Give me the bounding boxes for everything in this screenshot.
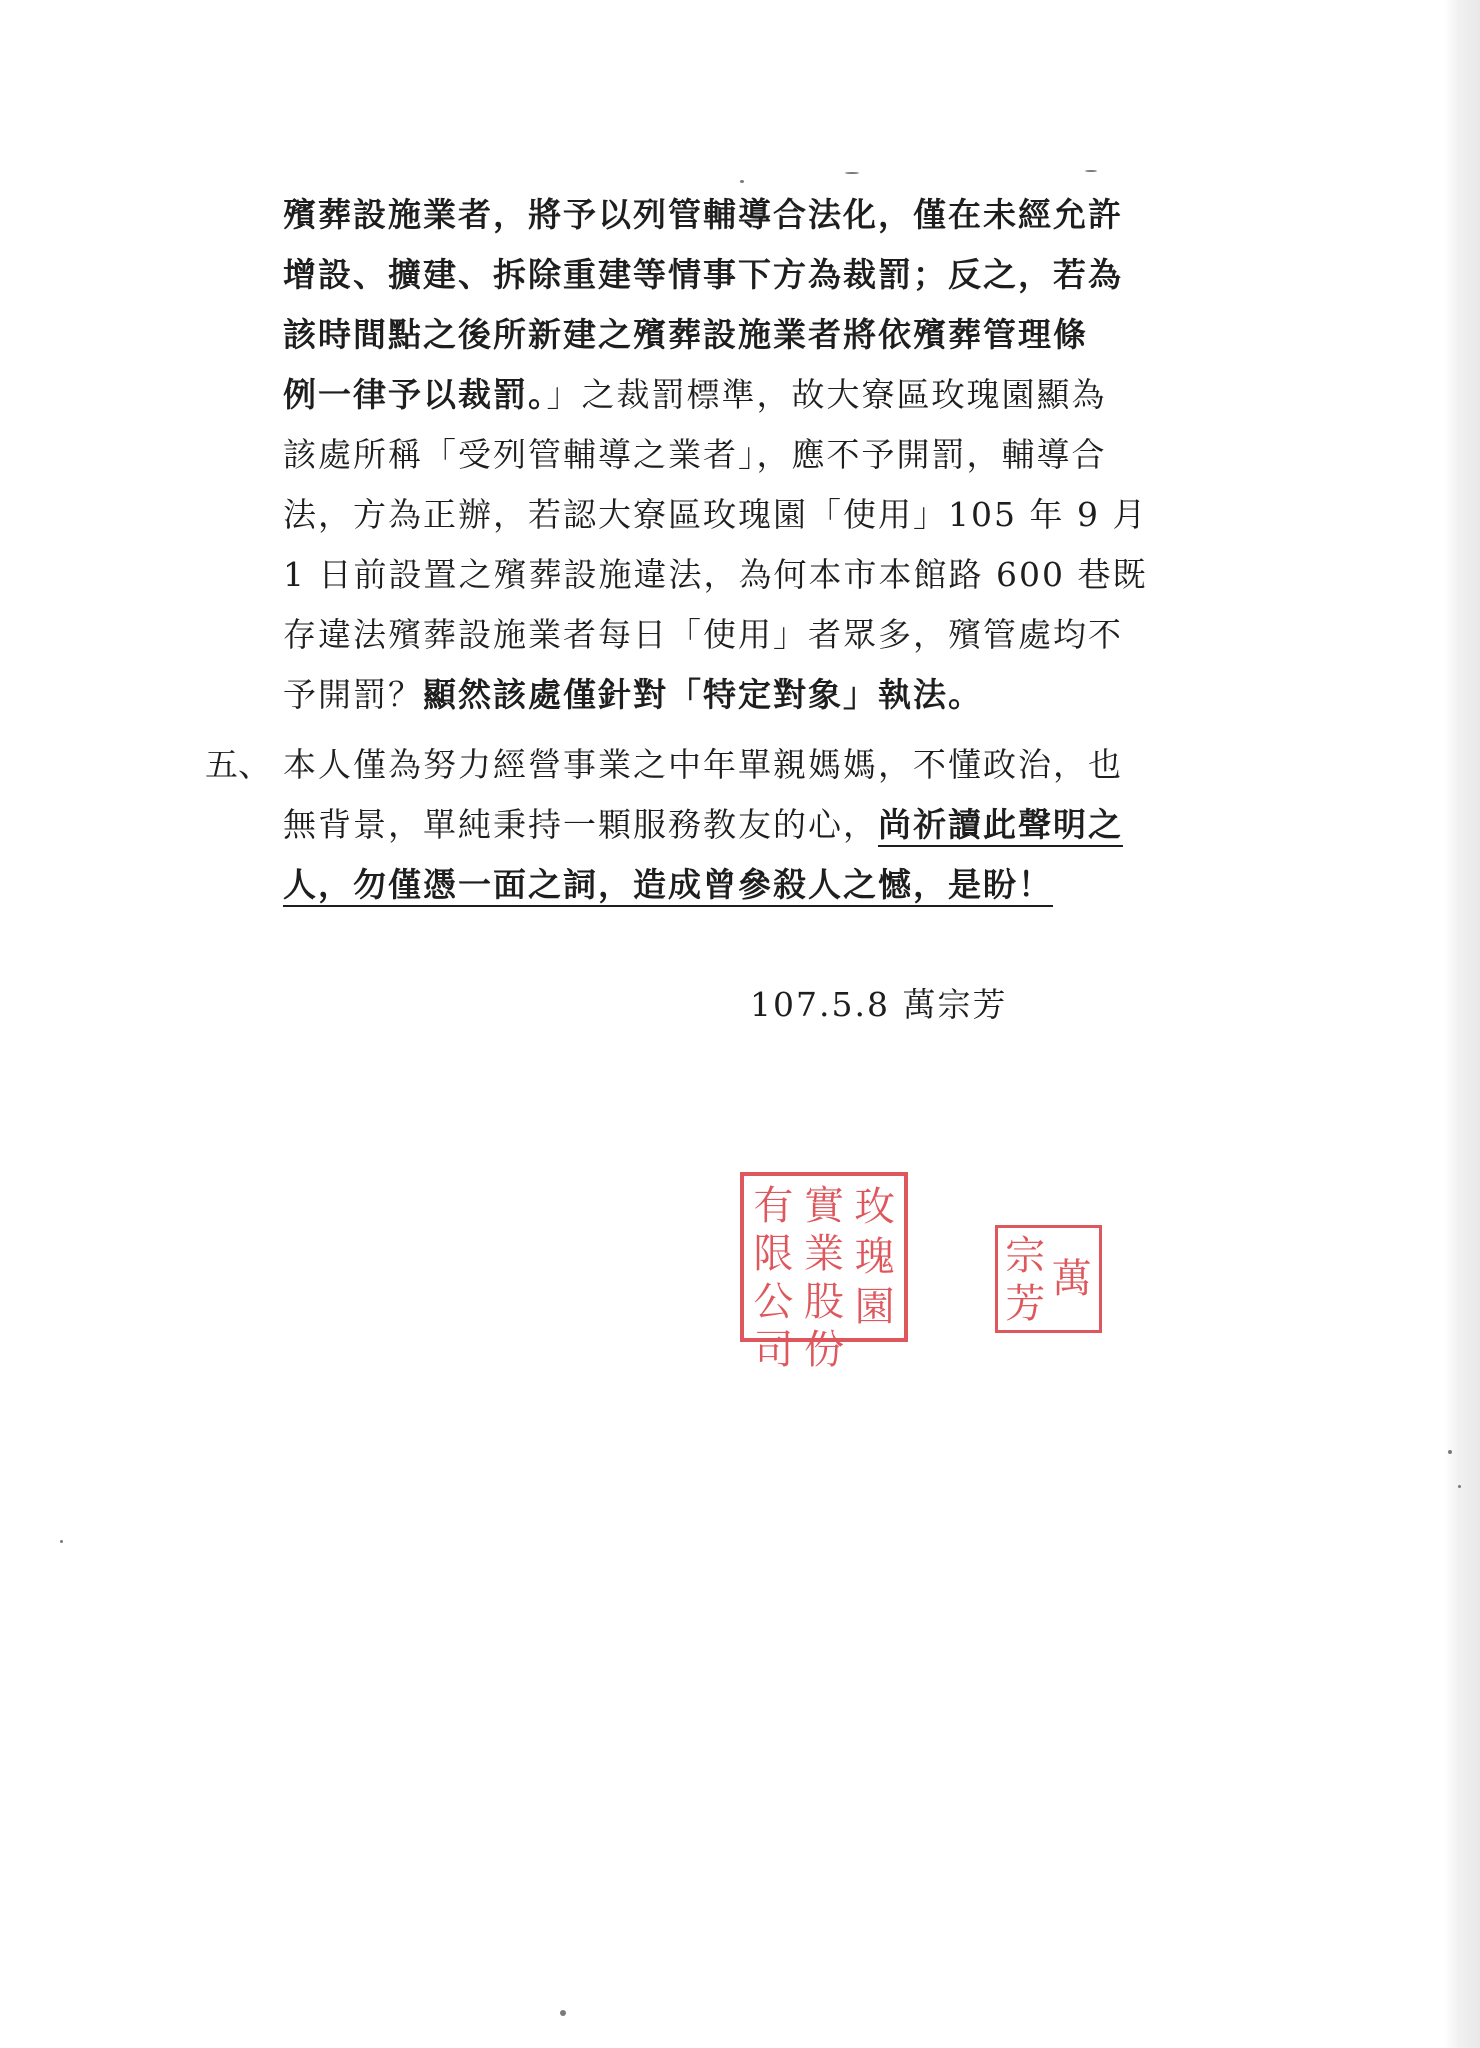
paragraph-line-5: 該處所稱「受列管輔導之業者」，應不予開罰，輔導合 <box>283 435 1107 474</box>
scan-speck <box>1085 170 1097 172</box>
company-seal-col-1 <box>850 1182 900 1332</box>
item-five-number: 五、 <box>205 745 271 784</box>
paragraph-line-3: 該時間點之後所新建之殯葬設施業者將依殯葬管理條 <box>283 315 1088 354</box>
paragraph-line-6: 法，方為正辦，若認大寮區玫瑰園「使用」105 年 9 月 <box>283 495 1148 534</box>
item-five-line-2-plain: 無背景，單純秉持一顆服務教友的心， <box>283 805 878 844</box>
seal-char: 公 <box>753 1279 794 1325</box>
signature-date: 107.5.8 <box>750 985 890 1024</box>
paragraph-line-9-plain: 予開罰？ <box>283 675 423 714</box>
paragraph-line-2: 增設、擴建、拆除重建等情事下方為裁罰；反之，若為 <box>283 255 1123 294</box>
item-five-line-2-underlined: 尚祈讀此聲明之 <box>878 805 1123 847</box>
paragraph-line-4-bold: 例一律予以裁罰。 <box>283 375 547 414</box>
scan-speck <box>845 172 859 174</box>
company-seal <box>740 1172 908 1373</box>
seal-char: 限 <box>753 1231 794 1277</box>
item-five-line-1: 本人僅為努力經營事業之中年單親媽媽，不懂政治，也 <box>283 745 1123 784</box>
scan-speck <box>740 180 744 183</box>
item-five-line-2 <box>283 795 1213 855</box>
seal-char: 司 <box>753 1327 794 1373</box>
personal-seal-col-2 <box>1003 1232 1047 1326</box>
item-five-line-3-underlined: 人，勿僅憑一面之詞，造成曾參殺人之憾，是盼！ <box>283 865 1053 907</box>
paragraph-line-9-bold: 顯然該處僅針對「特定對象」執法。 <box>423 675 983 714</box>
signature-line <box>750 975 1007 1035</box>
company-seal-col-2 <box>799 1182 849 1373</box>
company-seal-col-3 <box>748 1182 798 1373</box>
seal-char: 瑰 <box>854 1234 895 1280</box>
signature-name: 萬宗芳 <box>902 985 1008 1024</box>
personal-seal-col-1 <box>1050 1232 1094 1326</box>
personal-seal <box>995 1225 1102 1333</box>
seal-char: 業 <box>803 1231 844 1277</box>
paragraph-line-4-plain: 」之裁罰標準，故大寮區玫瑰園顯為 <box>546 375 1107 414</box>
item-five-line-3 <box>283 855 1213 915</box>
paragraph-line-7: 1 日前設置之殯葬設施違法，為何本市本館路 600 巷既 <box>283 555 1148 594</box>
seal-char: 玫 <box>854 1184 895 1230</box>
scan-speck <box>560 2010 566 2016</box>
paragraph-line-1: 殯葬設施業者，將予以列管輔導合法化，僅在未經允許 <box>283 195 1123 234</box>
seal-char: 園 <box>854 1284 895 1330</box>
scan-speck <box>1448 1450 1452 1454</box>
paragraph-line-8: 存違法殯葬設施業者每日「使用」者眾多，殯管處均不 <box>283 615 1123 654</box>
seal-char: 實 <box>803 1183 844 1229</box>
paragraph-line-4 <box>283 365 1213 425</box>
scan-speck <box>60 1540 63 1543</box>
seal-char: 萬 <box>1051 1256 1092 1302</box>
seal-char: 芳 <box>1005 1281 1046 1327</box>
scan-speck <box>1458 1485 1461 1488</box>
seal-char: 有 <box>753 1183 794 1229</box>
paragraph-line-9 <box>283 665 1213 725</box>
page-edge-shadow <box>1444 0 1480 2048</box>
seal-char: 宗 <box>1005 1233 1046 1279</box>
seal-char: 股 <box>803 1279 844 1325</box>
seal-char: 份 <box>803 1327 844 1373</box>
